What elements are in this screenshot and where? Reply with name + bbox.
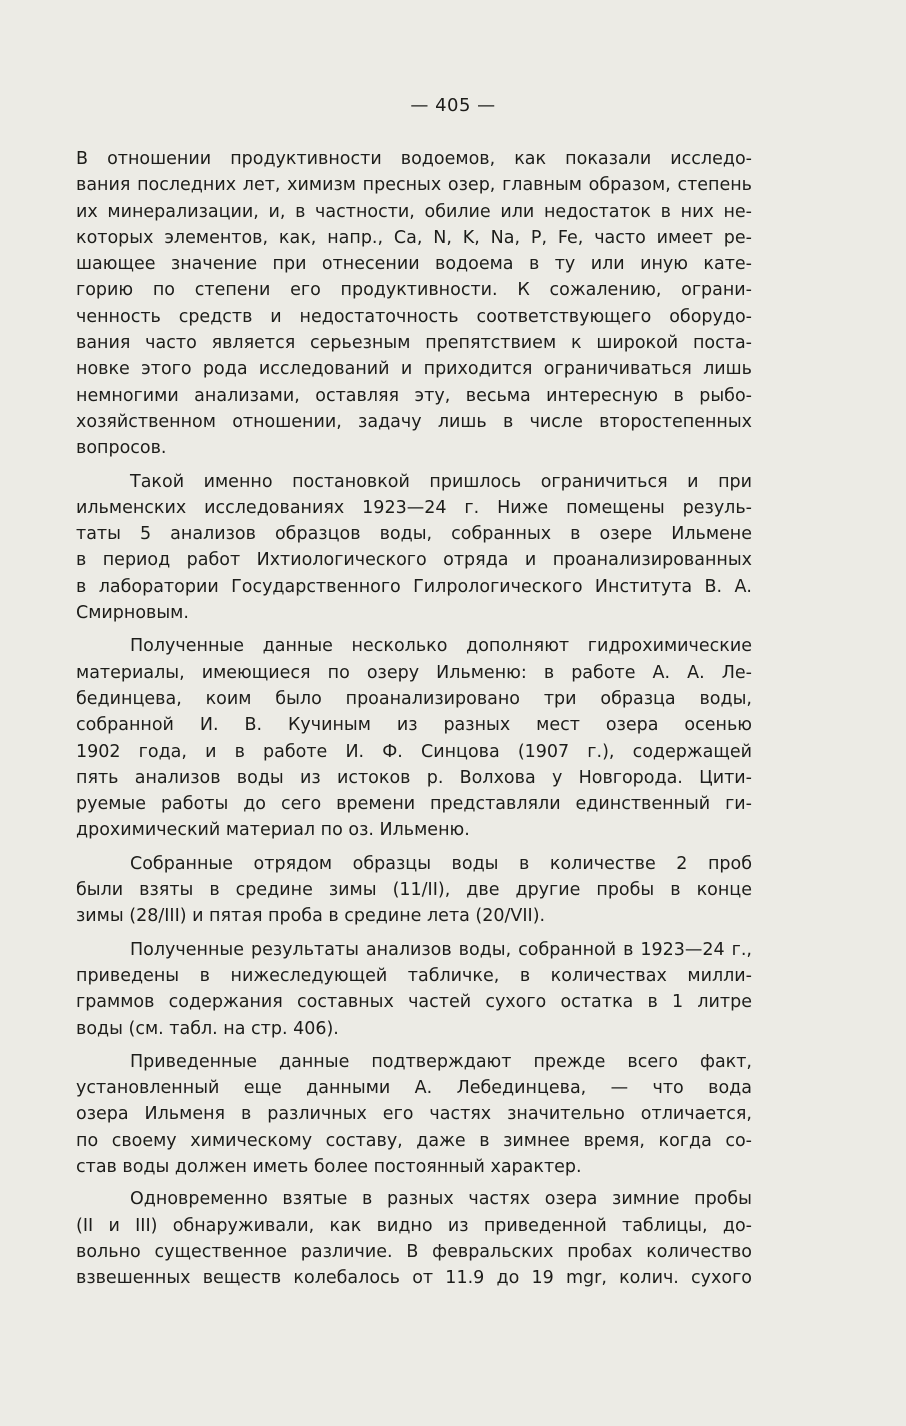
text-line: вания часто является серьезным препятствием к широкой поста-	[76, 333, 752, 354]
text-line: собранной И. В. Кучиным из разных мест озера осенью	[76, 715, 752, 736]
paragraph	[76, 146, 752, 462]
paragraph	[76, 633, 752, 843]
text-line: которых элементов, как, напр., Ca, N, K, Na, P, Fe, часто имеет ре-	[76, 227, 752, 248]
text-line: вания последних лет, химизм пресных озер, главным образом, степень	[76, 175, 752, 196]
text-line: материалы, имеющиеся по озеру Ильменю: в работе А. А. Ле-	[76, 662, 752, 683]
text-line: пять анализов воды из истоков р. Волхова у Новгорода. Цити-	[76, 767, 752, 788]
text-line: были взяты в средине зимы (11/II), две другие пробы в конце	[76, 880, 752, 901]
text-line: (II и III) обнаруживали, как видно из приведенной таблицы, до-	[76, 1215, 752, 1236]
text-line: шающее значение при отнесении водоема в ту или иную кате-	[76, 254, 752, 275]
text-line: таты 5 анализов образцов воды, собранных в озере Ильмене	[76, 524, 752, 545]
paragraph	[76, 1049, 752, 1180]
text-line: ильменских исследованиях 1923—24 г. Ниже помещены резуль-	[76, 497, 752, 518]
text-line: вольно существенное различие. В февральских пробах количество	[76, 1241, 752, 1262]
text-line: ченность средств и недостаточность соответствующего оборудо-	[76, 306, 752, 327]
text-line: установленный еще данными А. Лебединцева, — что вода	[76, 1078, 752, 1099]
text-line: Такой именно постановкой пришлось ограничиться и при	[130, 471, 752, 492]
text-line: Полученные результаты анализов воды, собранной в 1923—24 г.,	[130, 939, 752, 960]
paragraph	[76, 937, 752, 1042]
text-line: Собранные отрядом образцы воды в количестве 2 проб	[130, 853, 752, 874]
text-line: став воды должен иметь более постоянный характер.	[76, 1156, 582, 1177]
text-line: горию по степени его продуктивности. К сожалению, ограни-	[76, 280, 752, 301]
page-number: — 405 —	[410, 95, 496, 116]
text-line: в лаборатории Государственного Гилрологического Института В. А.	[76, 576, 752, 597]
text-line: 1902 года, и в работе И. Ф. Синцова (1907 г.), содержащей	[76, 741, 752, 762]
text-line: Полученные данные несколько дополняют гидрохимические	[130, 636, 752, 657]
text-line: хозяйственном отношении, задачу лишь в числе второстепенных	[76, 411, 752, 432]
text-line: руемые работы до сего времени представляли единственный ги-	[76, 794, 752, 815]
paragraph	[76, 469, 752, 627]
paragraph	[76, 851, 752, 930]
paragraph	[76, 1186, 752, 1291]
text-line: Приведенные данные подтверждают прежде всего факт,	[130, 1051, 752, 1072]
text-line: вопросов.	[76, 438, 167, 459]
text-line: бединцева, коим было проанализировано три образца воды,	[76, 688, 752, 709]
text-line: приведены в нижеследующей табличке, в количествах милли-	[76, 965, 752, 986]
text-line: воды (см. табл. на стр. 406).	[76, 1018, 339, 1039]
body-text	[76, 146, 752, 1291]
text-line: Одновременно взятые в разных частях озера зимние пробы	[130, 1189, 752, 1210]
text-line: немногими анализами, оставляя эту, весьма интересную в рыбо-	[76, 385, 752, 406]
text-line: новке этого рода исследований и приходится ограничиваться лишь	[76, 359, 752, 380]
text-line: взвешенных веществ колебалось от 11.9 до 19 mgr, колич. сухого	[76, 1268, 752, 1289]
text-line: их минерализации, и, в частности, обилие или недостаток в них не-	[76, 201, 752, 222]
text-line: дрохимический материал по оз. Ильменю.	[76, 820, 470, 841]
text-line: в период работ Ихтиологического отряда и проанализированных	[76, 550, 752, 571]
text-line: граммов содержания составных частей сухого остатка в 1 литре	[76, 992, 752, 1013]
text-line: зимы (28/III) и пятая проба в средине лета (20/VII).	[76, 906, 546, 927]
text-line: Смирновым.	[76, 603, 189, 624]
text-line: по своему химическому составу, даже в зимнее время, когда со-	[76, 1130, 752, 1151]
text-line: В отношении продуктивности водоемов, как показали исследо-	[76, 149, 752, 169]
text-line: озера Ильменя в различных его частях значительно отличается,	[76, 1104, 752, 1125]
